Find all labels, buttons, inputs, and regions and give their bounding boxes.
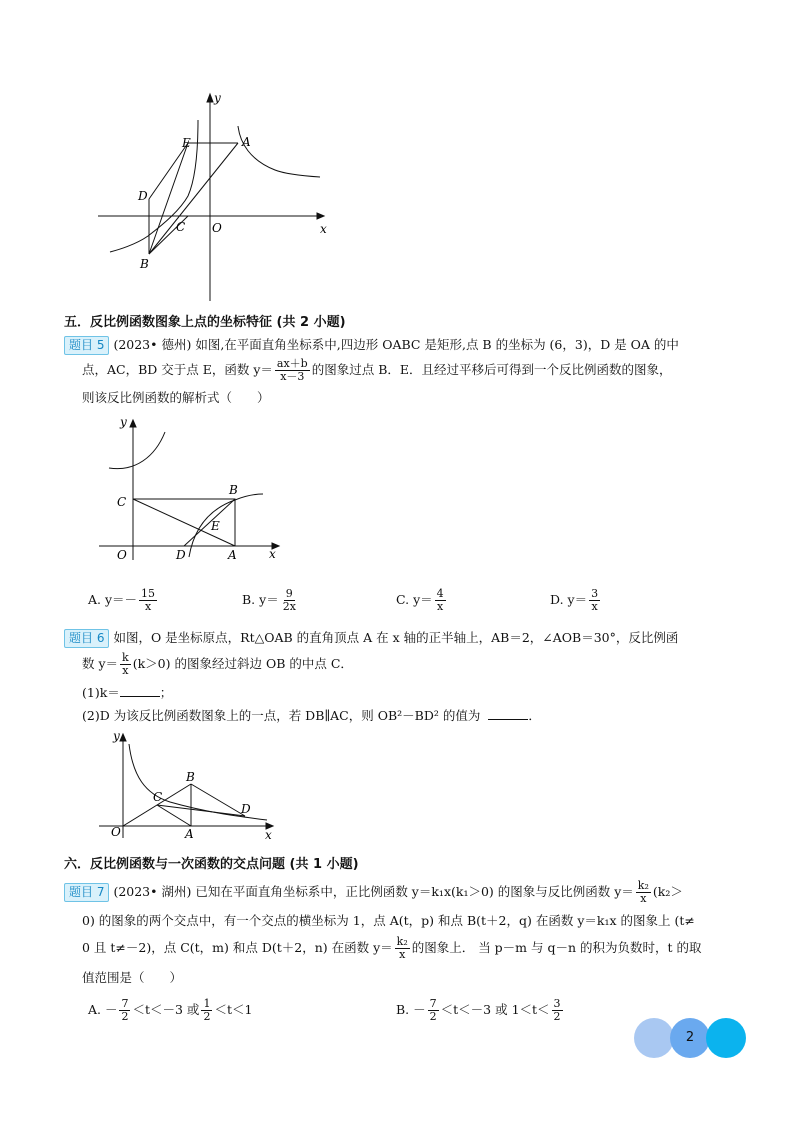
q7-text-3a: 0 且 t≠－2)，点 C(t，m) 和点 D(t＋2，n) 在函数 y＝ (82, 940, 393, 955)
q7-tag: 题目 7 (64, 883, 109, 902)
q7-opt-b-f2d: 2 (553, 1010, 561, 1023)
figure-1 (90, 88, 340, 303)
q6-fig-label-y: y (113, 729, 120, 743)
q7-text-1a: (2023• 湖州) 已知在平面直角坐标系中，正比例函数 y＝k₁x(k₁＞0) 的图象与反比例函数 y＝ (113, 884, 634, 899)
q6-fig-label-A: A (185, 827, 194, 841)
q7-frac1-num: k₂ (637, 879, 649, 892)
q5-line-1 (64, 335, 679, 355)
q7-opt-b-f1d: 2 (429, 1010, 437, 1023)
q7-opt-a-f1d: 2 (121, 1010, 129, 1023)
q7-text-4: 值范围是（ ） (82, 970, 183, 985)
q6-fig-label-O: O (111, 825, 121, 839)
q5-opt-a-num: 15 (141, 587, 156, 600)
q6-text-1: 如图，O 是坐标原点，Rt△OAB 的直角顶点 A 在 x 轴的正半轴上，AB＝2，∠AOB＝30°，反比例函 (113, 630, 679, 645)
q5-option-b[interactable] (242, 588, 300, 613)
q7-option-a[interactable] (88, 998, 252, 1023)
q5-opt-b-den: 2x (282, 600, 296, 613)
q5-text-1: (2023• 德州) 如图,在平面直角坐标系中,四边形 OABC 是矩形,点 B 的坐标为 (6，3)，D 是 OA 的中 (113, 337, 679, 352)
q5-opt-c-label: C. y＝ (396, 592, 433, 607)
q5-figure (95, 412, 285, 562)
q6-figure (95, 726, 280, 841)
q6-line-1 (64, 628, 678, 648)
page-badge-left (634, 1018, 674, 1058)
fig1-label-A: A (242, 135, 251, 149)
q5-option-a[interactable] (88, 588, 159, 613)
q5-opt-c-den: x (437, 600, 444, 613)
fig1-label-C: C (176, 220, 186, 234)
q6-fraction (120, 652, 131, 677)
q5-fig-label-E: E (211, 519, 220, 533)
q6-text-2a: 数 y＝ (82, 656, 119, 671)
q7-opt-a-mid: ＜t＜－3 或 (132, 1002, 200, 1017)
q7-line-1 (64, 880, 683, 905)
q5-opt-c-num: 4 (436, 587, 444, 600)
q5-fig-label-B: B (229, 483, 238, 497)
q5-opt-c-frac (435, 588, 446, 613)
q5-tag: 题目 5 (64, 336, 109, 355)
q6-text-2b: (k＞0) 的图象经过斜边 OB 的中点 C． (132, 656, 353, 671)
q7-option-b[interactable] (396, 998, 565, 1023)
q5-text-3: 则该反比例函数的解析式（ ） (82, 390, 270, 405)
q7-frac2-den: x (399, 948, 406, 961)
q5-fig-label-D: D (176, 548, 186, 562)
q6-line-2 (82, 652, 353, 677)
q7-opt-a-post: ＜t＜1 (214, 1002, 253, 1017)
fig1-label-E: E (182, 136, 191, 150)
q5-fraction (275, 358, 310, 383)
q7-opt-a-f2d: 2 (203, 1010, 211, 1023)
q5-option-c[interactable] (396, 588, 448, 613)
q7-opt-b-pre: B. － (396, 1002, 426, 1017)
q6-sub2-pre: (2)D 为该反比例函数图象上的一点，若 DB∥AC，则 OB²－BD² 的值为 (82, 708, 481, 723)
q5-option-d[interactable] (550, 588, 602, 613)
q5-fig-label-x: x (269, 547, 276, 561)
q5-frac-den: x－3 (280, 370, 305, 383)
q6-fig-label-D: D (241, 802, 251, 816)
q7-opt-a-frac2 (201, 998, 212, 1023)
q6-answer-blank-2[interactable] (488, 707, 528, 720)
q6-fig-label-B: B (186, 770, 195, 784)
fig1-label-O: O (212, 221, 222, 235)
q5-opt-a-den: x (144, 600, 152, 613)
q6-tag: 题目 6 (64, 629, 109, 648)
q6-sub1-pre: (1)k＝ (82, 685, 120, 700)
q5-opt-b-label: B. y＝ (242, 592, 279, 607)
q5-text-2a: 点，AC，BD 交于点 E，函数 y＝ (82, 362, 273, 377)
q7-text-3b: 的图象上． 当 p－m 与 q－n 的积为负数时，t 的取 (411, 940, 702, 955)
fig1-label-D: D (138, 189, 148, 203)
fig1-label-x: x (320, 222, 327, 236)
q5-fig-label-O: O (117, 548, 127, 562)
page-badge-right (706, 1018, 746, 1058)
q5-opt-a-label: A. y＝－ (88, 592, 138, 607)
q5-opt-d-num: 3 (591, 587, 599, 600)
q5-opt-d-den: x (591, 600, 598, 613)
q7-opt-b-frac1 (428, 998, 439, 1023)
q5-fig-label-C: C (117, 495, 127, 509)
q6-frac-den: x (122, 664, 129, 677)
q7-opt-b-f2n: 3 (553, 997, 561, 1010)
section-5-title: 五．反比例函数图象上点的坐标特征 (共 2 小题) (64, 315, 346, 330)
q5-opt-d-frac (589, 588, 600, 613)
fig1-label-B: B (140, 257, 149, 271)
q7-opt-b-frac2 (552, 998, 563, 1023)
q5-opt-b-num: 9 (285, 587, 293, 600)
q6-answer-blank-1[interactable] (120, 684, 160, 697)
fig1-label-y: y (214, 91, 221, 105)
q6-sub-1 (82, 683, 172, 703)
q7-fraction-2 (395, 936, 410, 961)
q7-text-2: 0) 的图象的两个交点中，有一个交点的横坐标为 1，点 A(t，p) 和点 B(t＋2，q) 在函数 y＝k₁x 的图象上 (t≠ (82, 913, 695, 928)
q7-opt-a-frac1 (119, 998, 130, 1023)
q7-frac1-den: x (640, 892, 647, 905)
q7-fraction-1 (636, 880, 651, 905)
q5-text-2b: 的图象过点 B．E．且经过平移后可得到一个反比例函数的图象， (311, 362, 672, 377)
q7-opt-b-f1n: 7 (429, 997, 437, 1010)
q7-opt-b-mid: ＜t＜－3 或 1＜t＜ (440, 1002, 550, 1017)
q5-fig-label-y: y (120, 415, 127, 429)
q6-fig-label-C: C (153, 790, 163, 804)
q5-fig-label-A: A (228, 548, 237, 562)
q6-frac-num: k (122, 651, 129, 664)
q7-opt-a-pre: A. － (88, 1002, 118, 1017)
q7-opt-a-f1n: 7 (121, 997, 129, 1010)
q6-sub2-post: ． (528, 708, 541, 723)
section-6-title: 六．反比例函数与一次函数的交点问题 (共 1 小题) (64, 857, 359, 872)
q5-opt-a-frac (139, 588, 157, 613)
q7-opt-a-f2n: 1 (203, 997, 211, 1010)
q6-sub1-post: ； (159, 685, 173, 700)
q7-text-1b: (k₂＞ (652, 884, 683, 899)
q5-opt-b-frac (281, 588, 298, 613)
q7-line-3 (82, 936, 702, 961)
q5-opt-d-label: D. y＝ (550, 592, 588, 607)
q5-line-2 (82, 358, 672, 383)
q7-frac2-num: k₂ (396, 935, 408, 948)
q6-fig-label-x: x (265, 828, 272, 841)
q5-frac-num: ax＋b (276, 357, 308, 370)
q6-sub-2 (82, 706, 541, 726)
page-number: 2 (685, 1030, 695, 1045)
